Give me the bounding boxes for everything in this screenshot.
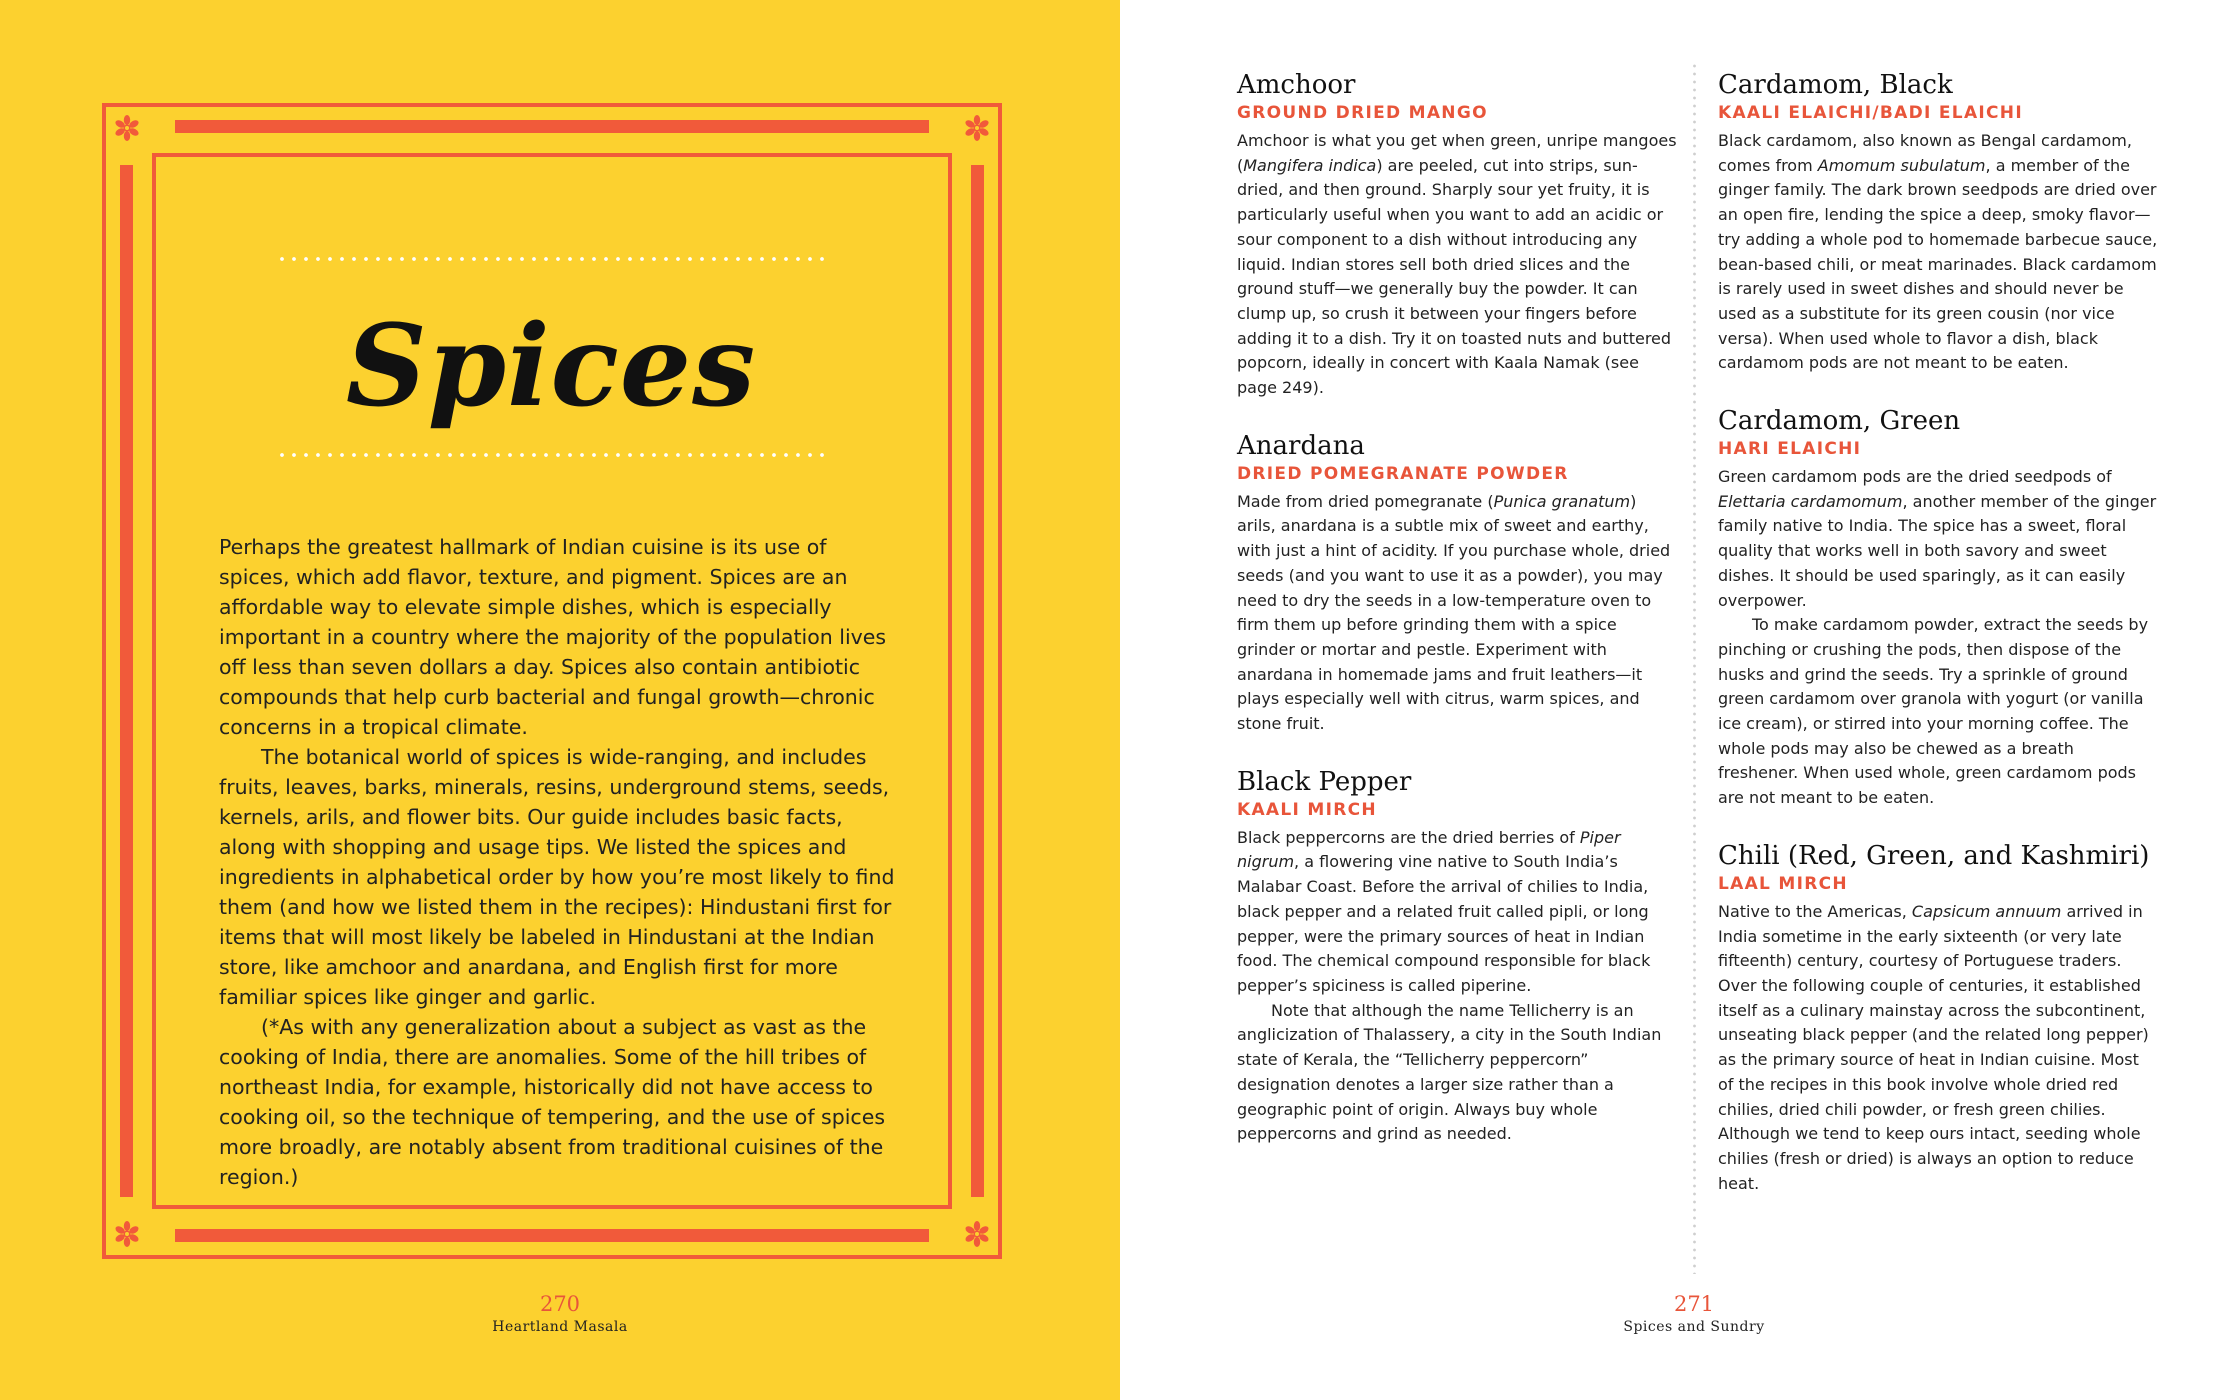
entry-title: Chili (Red, Green, and Kashmiri)	[1718, 840, 2150, 871]
entry-title: Anardana	[1237, 430, 1365, 461]
entry-title: Cardamom, Black	[1718, 70, 1953, 100]
entry-subtitle: KAALI MIRCH	[1237, 799, 1377, 820]
entry-anardana	[1237, 429, 1677, 737]
entry-cardamom-black	[1718, 68, 2158, 376]
entry-title: Black Pepper	[1237, 766, 1412, 797]
entry-body: Note that although the name Tellicherry is an anglicization of Thalassery, a city in the South Indian state of Kerala, the “Tellicherry peppercorn” designation denotes a larger size rather than a geographic point of origin. Always buy whole peppercorns and grind as needed.	[1237, 1000, 1662, 1144]
entry-black-pepper	[1237, 765, 1677, 1147]
left-folio	[410, 1291, 710, 1337]
entry-cardamom-green	[1718, 404, 2158, 811]
entry-body: Black peppercorns are the dried berries of Piper nigrum, a flowering vine native to South India’s Malabar Coast. Before the arrival of chilies to India, black pepper and a related fruit called pipli, or long pepper, were the primary sources of heat in Indian food. The chemical compound responsible for black pepper’s spiciness is called piperine.	[1237, 827, 1651, 995]
entry-title: Cardamom, Green	[1718, 406, 1961, 437]
running-title: Heartland Masala	[492, 1319, 628, 1335]
entry-body: To make cardamom powder, extract the seeds by pinching or crushing the pods, then dispose of the husks and grind the seeds. Try a sprinkle of ground green cardamom over granola with yogurt (or vanilla ice cream), or stirred into your morning coffee. The whole pods may also be chewed as a breath freshener. When used whole, green cardamom pods are not meant to be eaten.	[1718, 615, 2149, 808]
dotted-rule-top	[276, 256, 826, 262]
entry-title: Amchoor	[1237, 70, 1356, 100]
entry-subtitle: LAAL MIRCH	[1718, 873, 1848, 894]
frame-bar-right	[971, 165, 984, 1197]
flower-icon	[102, 103, 152, 153]
entry-subtitle: DRIED POMEGRANATE POWDER	[1237, 463, 1569, 484]
intro-text	[219, 532, 899, 1192]
dotted-rule-bottom	[276, 452, 826, 458]
entry-subtitle: HARI ELAICHI	[1718, 439, 1862, 460]
running-title: Spices and Sundry	[1623, 1319, 1765, 1335]
entry-amchoor	[1237, 68, 1677, 401]
frame-bar-left	[120, 165, 133, 1197]
intro-paragraph: The botanical world of spices is wide-ranging, and includes fruits, leaves, barks, minerals, resins, underground stems, seeds, kernels, arils, and flower bits. Our guide includes basic facts, along with shopping and usage tips. We listed the spices and ingredients in alphabetical order by how you’re most likely to find them (and how we listed them in the recipes): Hindustani first for items that will most likely be labeled in Hindustani at the Indian store, like amchoor and anardana, and English first for more familiar spices like ginger and garlic.	[219, 745, 895, 1009]
entry-body: Amchoor is what you get when green, unripe mangoes (Mangifera indica) are peeled, cut into strips, sun-dried, and then ground. Sharply sour yet fruity, it is particularly useful when you want to add an acidic or sour component to a dish without introducing any liquid. Indian stores sell both dried slices and the ground stuff—we generally buy the powder. It can clump up, so crush it between your fingers before adding it to a dish. Try it on toasted nuts and buttered popcorn, ideally in concert with Kaala Namak (see page 249).	[1237, 131, 1677, 398]
entry-body: Native to the Americas, Capsicum annuum arrived in India sometime in the early sixteenth (or very late fifteenth) century, courtesy of Portuguese traders. Over the following couple of centuries, it established itself as a culinary mainstay across the subcontinent, unseating black pepper (and the related long pepper) as the primary source of heat in Indian cuisine. Most of the recipes in this book involve whole dried red chilies, dried chili powder, or fresh green chilies. Although we tend to keep ours intact, seeding whole chilies (fresh or dried) is always an option to reduce heat.	[1718, 901, 2149, 1193]
page-number: 270	[539, 1292, 581, 1316]
column-left	[1237, 68, 1677, 1175]
column-right	[1718, 68, 2158, 1224]
flower-icon	[102, 1209, 152, 1259]
intro-paragraph: (*As with any generalization about a subject as vast as the cooking of India, there are anomalies. Some of the hill tribes of northeast India, for example, historically did not have access to cooking oil, so the technique of tempering, and the use of spices more broadly, are notably absent from traditional cuisines of the region.)	[219, 1015, 885, 1189]
column-divider	[1693, 62, 1696, 1274]
entry-body: Made from dried pomegranate (Punica granatum) arils, anardana is a subtle mix of sweet and earthy, with just a hint of acidity. If you purchase whole, dried seeds (and you want to use it as a powder), you may need to dry the seeds in a low-temperature oven to firm them up before grinding them with a spice grinder or mortar and pestle. Experiment with anardana in homemade jams and fruit leathers—it plays especially well with citrus, warm spices, and stone fruit.	[1237, 491, 1671, 734]
entry-body: Green cardamom pods are the dried seedpods of Elettaria cardamomum, another member of the ginger family native to India. The spice has a sweet, floral quality that works well in both savory and sweet dishes. It should be used sparingly, as it can easily overpower.	[1718, 467, 2157, 610]
frame-bar-bottom	[175, 1229, 929, 1242]
flower-icon	[952, 1209, 1002, 1259]
entry-subtitle: KAALI ELAICHI/BADI ELAICHI	[1718, 103, 2023, 123]
entry-chili	[1718, 839, 2158, 1196]
frame-bar-top	[175, 120, 929, 133]
entry-subtitle: GROUND DRIED MANGO	[1237, 103, 1488, 123]
right-folio	[1544, 1291, 1844, 1337]
page-title: Spices	[345, 301, 757, 432]
intro-paragraph: Perhaps the greatest hallmark of Indian cuisine is its use of spices, which add flavor, texture, and pigment. Spices are an affordable way to elevate simple dishes, which is especially important in a country where the majority of the population lives off less than seven dollars a day. Spices also contain antibiotic compounds that help curb bacterial and fungal growth—chronic concerns in a tropical climate.	[219, 535, 887, 739]
entry-body: Black cardamom, also known as Bengal cardamom, comes from Amomum subulatum, a member of the ginger family. The dark brown seedpods are dried over an open fire, lending the spice a deep, smoky flavor—try adding a whole pod to homemade barbecue sauce, bean-based chili, or meat marinades. Black cardamom is rarely used in sweet dishes and should never be used as a substitute for its green cousin (nor vice versa). When used whole to flavor a dish, black cardamom pods are not meant to be eaten.	[1718, 131, 2158, 373]
flower-icon	[952, 103, 1002, 153]
page-number: 271	[1673, 1292, 1715, 1316]
